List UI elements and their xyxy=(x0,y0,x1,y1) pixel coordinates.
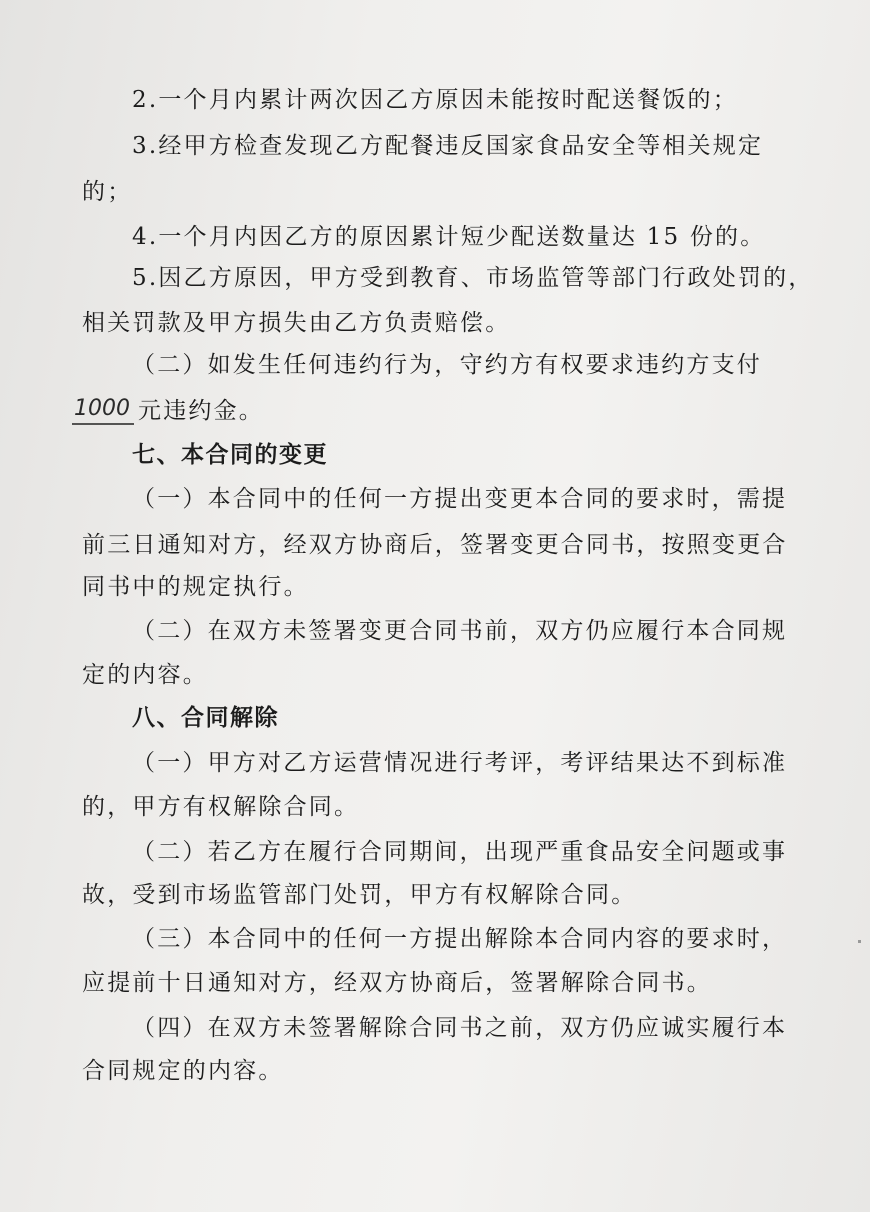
clause-line: 2.一个月内累计两次因乙方原因未能按时配送餐饭的； xyxy=(132,87,738,113)
section-heading-termination: 八、合同解除 xyxy=(132,705,279,731)
clause-line: 故，受到市场监管部门处罚，甲方有权解除合同。 xyxy=(82,882,637,908)
clause-line: （二）如发生任何违约行为，守约方有权要求违约方支付 xyxy=(132,352,762,378)
clause-line: （一）甲方对乙方运营情况进行考评，考评结果达不到标准 xyxy=(132,750,788,776)
clause-line: 5.因乙方原因，甲方受到教育、市场监管等部门行政处罚的， xyxy=(132,265,814,291)
clause-line: （二）若乙方在履行合同期间，出现严重食品安全问题或事 xyxy=(132,839,788,865)
clause-line: 4.一个月内因乙方的原因累计短少配送数量达 15 份的。 xyxy=(132,224,766,250)
section-heading-amendment: 七、本合同的变更 xyxy=(132,442,328,468)
clause-line: 的； xyxy=(82,179,133,205)
clause-line: 定的内容。 xyxy=(82,662,208,688)
clause-line: （二）在双方未签署变更合同书前，双方仍应履行本合同规 xyxy=(132,618,788,644)
clause-line: 前三日通知对方，经双方协商后，签署变更合同书，按照变更合 xyxy=(82,532,788,558)
clause-line: 3.经甲方检查发现乙方配餐违反国家食品安全等相关规定 xyxy=(132,133,764,159)
clause-line: 合同规定的内容。 xyxy=(82,1058,284,1084)
clause-line: 的，甲方有权解除合同。 xyxy=(82,794,360,820)
clause-line: 相关罚款及甲方损失由乙方负责赔偿。 xyxy=(82,310,511,336)
clause-line: 元违约金。 xyxy=(138,398,264,424)
paper-mark xyxy=(858,940,861,943)
handwritten-amount: 1000 xyxy=(74,396,130,421)
clause-line: （四）在双方未签署解除合同书之前，双方仍应诚实履行本 xyxy=(132,1015,788,1041)
clause-line: 同书中的规定执行。 xyxy=(82,574,309,600)
clause-line: （三）本合同中的任何一方提出解除本合同内容的要求时， xyxy=(132,926,788,952)
clause-line: （一）本合同中的任何一方提出变更本合同的要求时，需提 xyxy=(132,486,788,512)
clause-line: 应提前十日通知对方，经双方协商后，签署解除合同书。 xyxy=(82,970,712,996)
